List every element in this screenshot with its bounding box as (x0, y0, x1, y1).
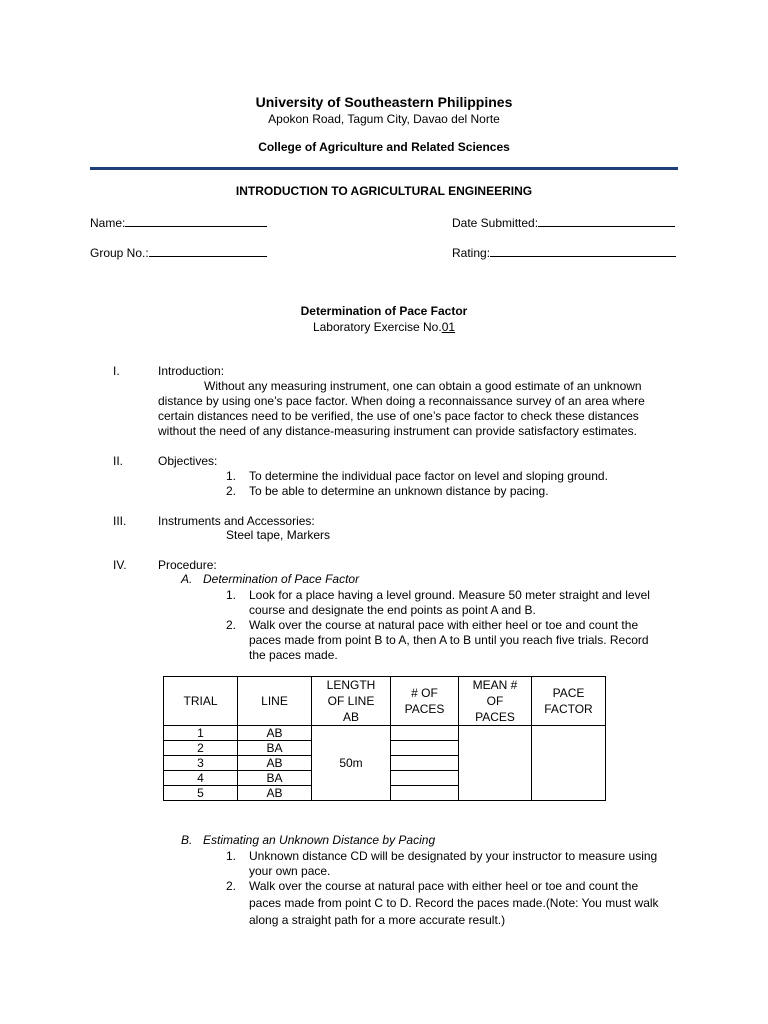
cell-paces (391, 786, 459, 801)
group-blank (149, 244, 267, 257)
header-mean-2: OF (486, 694, 504, 708)
objective-text: To determine the individual pace factor on level and sloping ground. (249, 469, 608, 483)
date-blank (538, 214, 675, 227)
intro-line: certain distances need to be verified, the use of one’s pace factor to check these distances (158, 409, 639, 423)
header-factor (532, 677, 606, 726)
cell-trial: 3 (164, 756, 238, 771)
pace-table (163, 676, 606, 801)
step-line: paces made from point C to D. Record the paces made.(Note: You must walk (249, 896, 659, 910)
rating-field (452, 244, 676, 260)
name-field (90, 214, 267, 230)
procedure-a-label: A. (181, 572, 193, 586)
objective-text: To be able to determine an unknown distance by pacing. (249, 484, 549, 498)
step-line: your own pace. (249, 864, 331, 878)
header-mean (459, 677, 532, 726)
lab-exercise-number (0, 320, 768, 334)
step-line: Unknown distance CD will be designated by your instructor to measure using (249, 849, 658, 863)
header-length-1: LENGTH (326, 678, 376, 692)
step-num: 1. (226, 588, 237, 602)
date-field (452, 214, 675, 230)
step-line: paces made from point B to A, then A to B until you reach five trials. Record (249, 633, 649, 647)
cell-trial: 5 (164, 786, 238, 801)
cell-line: AB (238, 726, 312, 741)
step-line: Walk over the course at natural pace with either heel or toe and count the (249, 879, 639, 893)
intro-line: without the need of any distance-measuring instrument can provide satisfactory estimates. (158, 424, 637, 438)
cell-trial: 2 (164, 741, 238, 756)
cell-line: BA (238, 741, 312, 756)
cell-trial: 4 (164, 771, 238, 786)
objective-num: 1. (226, 469, 237, 483)
procedure-a-step-1 (249, 588, 689, 618)
step-line: along a straight path for a more accurate result.) (249, 913, 506, 927)
procedure-b-title: Estimating an Unknown Distance by Pacing (203, 833, 436, 847)
group-label: Group No.: (90, 246, 149, 260)
cell-line: AB (238, 756, 312, 771)
objective-num: 2. (226, 484, 237, 498)
rating-blank (490, 244, 676, 257)
instruments-heading: Instruments and Accessories: (158, 514, 315, 528)
step-line: Look for a place having a level ground. Measure 50 meter straight and level (249, 588, 650, 602)
header-mean-1: MEAN # (472, 678, 518, 692)
header-trial: TRIAL (164, 677, 238, 726)
name-blank (125, 214, 267, 227)
instruments-numeral: III. (113, 514, 127, 528)
step-line: Walk over the course at natural pace with either heel or toe and count the (249, 618, 639, 632)
cell-length: 50m (312, 726, 391, 801)
procedure-a-step-2 (249, 618, 689, 663)
header-length-2: OF LINE (327, 694, 375, 708)
step-num: 2. (226, 618, 237, 632)
header-mean-3: PACES (475, 710, 515, 724)
intro-section (158, 364, 678, 439)
lab-number: 01 (441, 320, 456, 334)
cell-line: AB (238, 786, 312, 801)
step-num: 1. (226, 849, 237, 863)
university-name: University of Southeastern Philippines (255, 94, 513, 110)
lab-prefix: Laboratory Exercise No. (312, 320, 442, 334)
procedure-b-step-2 (249, 878, 689, 929)
cell-paces (391, 756, 459, 771)
date-label: Date Submitted: (452, 216, 539, 230)
procedure-a-title: Determination of Pace Factor (203, 572, 360, 586)
cell-trial: 1 (164, 726, 238, 741)
procedure-heading: Procedure: (158, 558, 217, 572)
name-label: Name: (90, 216, 126, 230)
header-paces-1: # OF (411, 686, 438, 700)
intro-heading: Introduction: (158, 364, 225, 378)
instruments-text: Steel tape, Markers (226, 528, 331, 542)
university-address: Apokon Road, Tagum City, Davao del Norte (268, 112, 500, 126)
cell-paces (391, 741, 459, 756)
intro-line: distance by using one’s pace factor. When doing a reconnaissance survey of an area where (158, 394, 645, 408)
header-line: LINE (238, 677, 312, 726)
course-title: INTRODUCTION TO AGRICULTURAL ENGINEERING (235, 184, 533, 198)
header-factor-2: FACTOR (544, 702, 593, 716)
header-factor-1: PACE (552, 686, 585, 700)
header-length (312, 677, 391, 726)
objectives-heading: Objectives: (158, 454, 218, 468)
college-name: College of Agriculture and Related Sciences (258, 140, 510, 154)
cell-mean (459, 726, 532, 801)
step-line: the paces made. (249, 648, 338, 662)
rating-label: Rating: (452, 246, 491, 260)
procedure-b-label: B. (181, 833, 193, 847)
cell-paces (391, 771, 459, 786)
cell-line: BA (238, 771, 312, 786)
step-line: course and designate the end points as point A and B. (249, 603, 536, 617)
header-length-3: AB (342, 710, 359, 724)
header-paces (391, 677, 459, 726)
header-paces-2: PACES (404, 702, 445, 716)
exercise-title: Determination of Pace Factor (300, 304, 468, 318)
step-num: 2. (226, 879, 237, 893)
intro-numeral: I. (113, 364, 120, 378)
table-header-row (164, 677, 606, 726)
intro-line: Without any measuring instrument, one can obtain a good estimate of an unknown (204, 379, 642, 393)
header-rule (90, 167, 678, 170)
cell-paces (391, 726, 459, 741)
procedure-b-step-1 (249, 849, 689, 879)
table-row (164, 726, 606, 741)
objectives-numeral: II. (113, 454, 124, 468)
procedure-numeral: IV. (113, 558, 127, 572)
cell-factor (532, 726, 606, 801)
group-field (90, 244, 267, 260)
